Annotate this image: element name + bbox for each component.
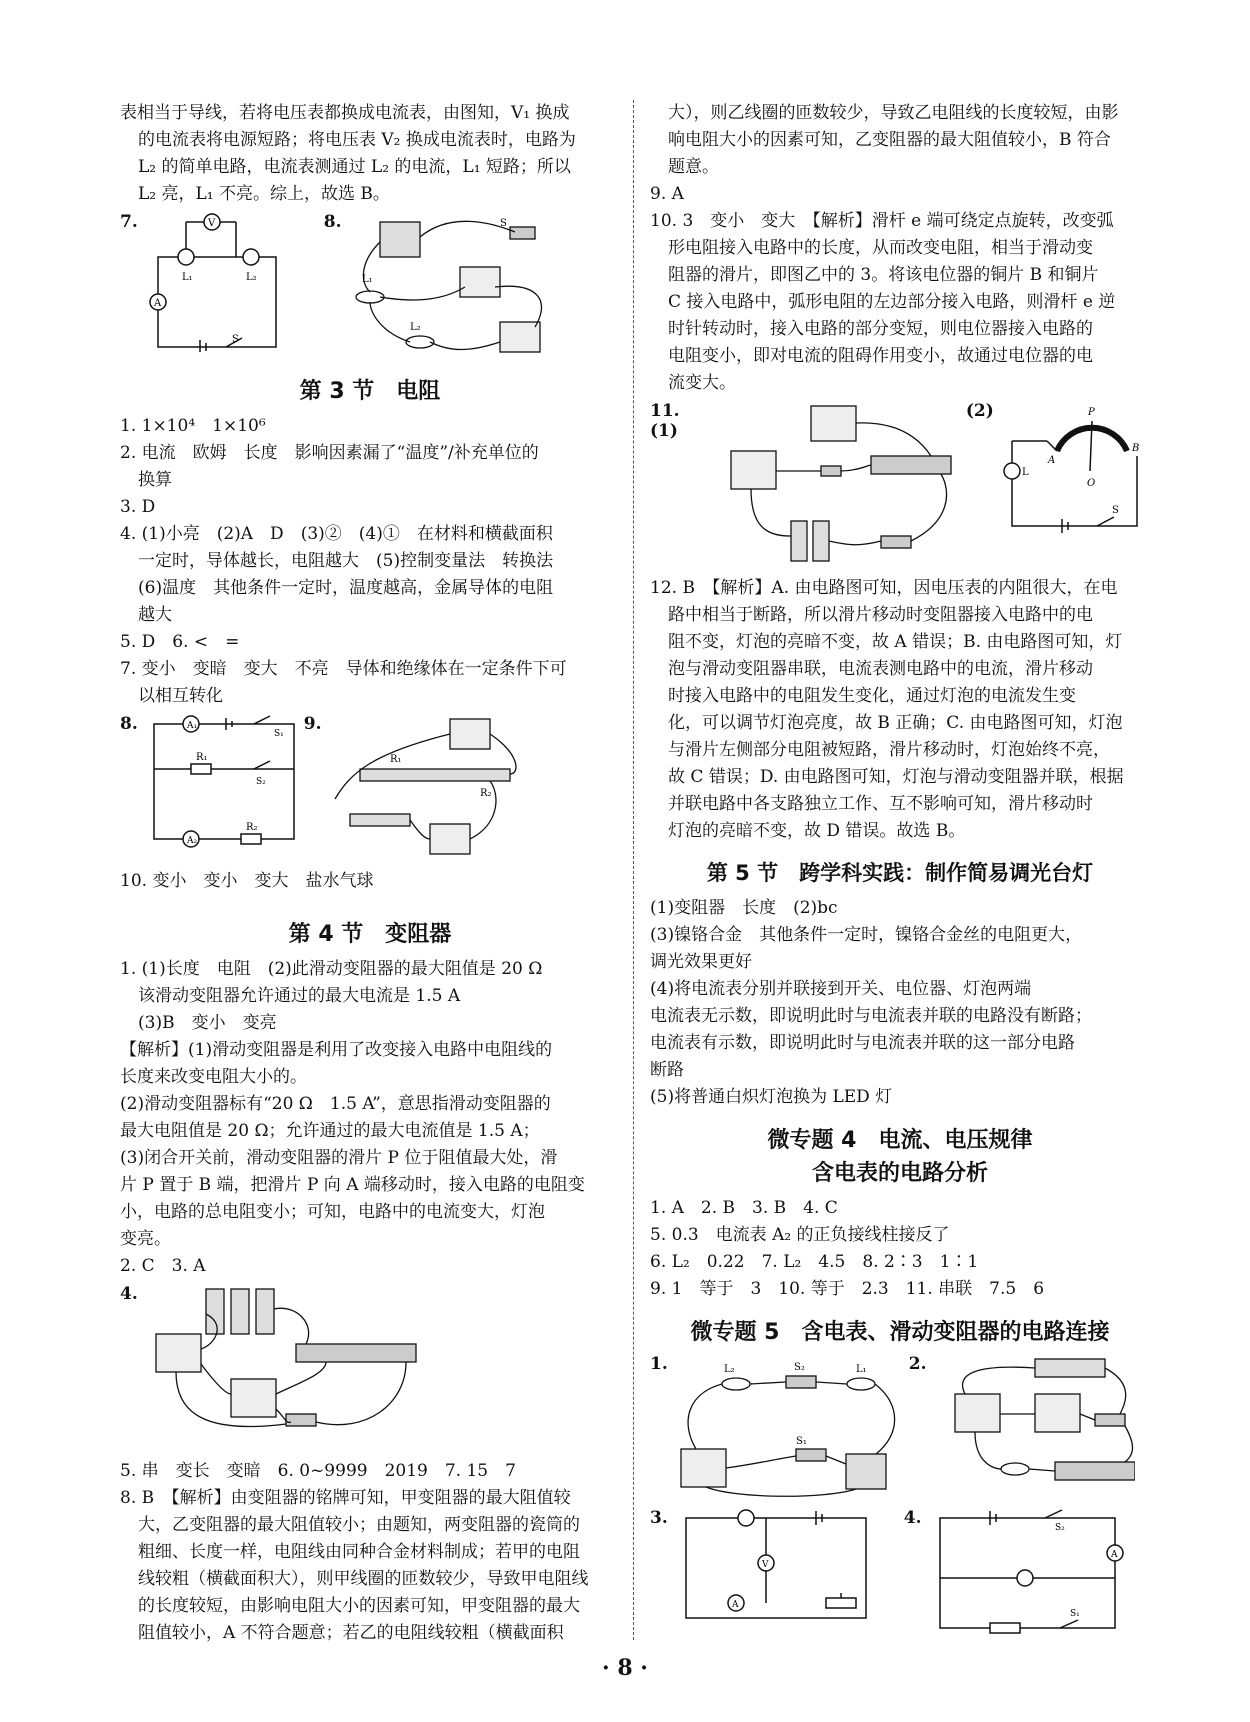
q7-circuit-diagram (146, 212, 286, 352)
text-line: 灯泡的亮暗不变，故 D 错误。故选 B。 (668, 821, 966, 841)
svg-text:A: A (731, 1600, 739, 1610)
text-line: 大），则乙线圈的匝数较少，导致乙电阻线的长度较短，由影 (668, 103, 1119, 123)
text-line: 路中相当于断路，所以滑片移动时变阻器接入电路中的电 (668, 605, 1093, 625)
svg-text:A: A (1110, 1550, 1117, 1560)
q7-label: 7. (120, 212, 138, 232)
text-line: 5. D 6. < = (120, 632, 240, 652)
text-line: 5. 串 变长 变暗 6. 0~9999 2019 7. 15 7 (120, 1461, 516, 1481)
text-line: 电阻变小，即对电流的阻碍作用变小，故通过电位器的电 (668, 346, 1093, 366)
svg-text:S: S (231, 334, 239, 345)
q11-wiring-diagram (721, 401, 958, 566)
text-line: 该滑动变阻器允许通过的最大电流是 1.5 A (138, 986, 461, 1006)
page-number: · 8 · (602, 1655, 648, 1681)
text-line: 换算 (138, 470, 172, 490)
left-intro (120, 100, 620, 208)
text-line: 2. C 3. A (120, 1256, 206, 1276)
text-line: (1)变阻器 长度 (2)bc (650, 898, 838, 918)
text-line: 时接入电路中的电阻发生变化，通过灯泡的电流发生变 (668, 686, 1076, 706)
text-line: (3)镍铬合金 其他条件一定时，镍铬合金丝的电阻更大， (650, 925, 1083, 945)
svg-text:V: V (761, 1560, 769, 1570)
text-line: 的电流表将电源短路；将电压表 V₂ 换成电流表时，电路为 (138, 130, 576, 150)
svg-text:L₂: L₂ (723, 1364, 735, 1375)
svg-text:A₁: A₁ (186, 721, 197, 731)
text-line: C 接入电路中，弧形电阻的左边部分接入电路，则滑杆 e 逆 (668, 292, 1116, 312)
text-line: 12. B 【解析】A. 由电路图可知，因电压表的内阻很大，在电 (650, 578, 1118, 598)
svg-text:S₂: S₂ (1054, 1523, 1065, 1533)
text-line: 1. (1)长度 电阻 (2)此滑动变阻器的最大阻值是 20 Ω (120, 959, 543, 979)
m5-q2-wiring-diagram (935, 1354, 1135, 1499)
text-line: 5. 0.3 电流表 A₂ 的正负接线柱接反了 (650, 1225, 950, 1245)
section-3-title: 第 3 节 电阻 (299, 379, 441, 404)
text-line: 片 P 置于 B 端，把滑片 P 向 A 端移动时，接入电路的电阻变 (120, 1175, 585, 1195)
svg-text:V: V (207, 218, 215, 229)
text-line: (4)将电流表分别并联接到开关、电位器、灯泡两端 (650, 979, 1032, 999)
svg-text:A: A (1047, 455, 1055, 466)
text-line: 调光效果更好 (650, 952, 752, 972)
micro-topic-4-title: 微专题 4 电流、电压规律 (767, 1128, 1033, 1153)
q11-label: 11. (1) (650, 401, 680, 441)
svg-text:A: A (153, 298, 161, 309)
right-column (650, 100, 1150, 1652)
right-intro (650, 100, 1150, 397)
micro-topic-4-answers (650, 1195, 1150, 1303)
section-4-title: 第 4 节 变阻器 (288, 922, 452, 947)
section-5-answers (650, 895, 1150, 1111)
figure-row-m5-q1-q2 (650, 1354, 1150, 1504)
text-line: 一定时，导体越长，电阻越大 (5)控制变量法 转换法 (138, 551, 554, 571)
q9-wiring-diagram (330, 714, 530, 864)
m5-q2-label: 2. (908, 1354, 927, 1374)
q4-label: 4. (120, 1284, 138, 1304)
micro-topic-5-title: 微专题 5 含电表、滑动变阻器的电路连接 (690, 1320, 1110, 1345)
text-line: 长度来改变电阻大小的。 (120, 1067, 307, 1087)
text-line: 线较粗（横截面积大），则甲线圈的匝数较少，导致甲电阻线 (138, 1569, 589, 1589)
svg-text:R₂: R₂ (245, 822, 258, 833)
svg-text:S₁: S₁ (795, 1436, 807, 1447)
m5-q1-label: 1. (650, 1354, 668, 1374)
text-line: 3. D (120, 497, 156, 517)
text-line: (2)滑动变阻器标有“20 Ω 1.5 A”，意思指滑动变阻器的 (120, 1094, 551, 1114)
svg-text:L₁: L₁ (361, 274, 373, 285)
text-line: (6)温度 其他条件一定时，温度越高，金属导体的电阻 (138, 578, 554, 598)
text-line: 阻不变，灯泡的亮暗不变，故 A 错误；B. 由电路图可知，灯 (668, 632, 1123, 652)
text-line: 8. B 【解析】由变阻器的铭牌可知，甲变阻器的最大阻值较 (120, 1488, 571, 1508)
text-line: 与滑片左侧部分电阻被短路，滑片移动时，灯泡始终不亮， (668, 740, 1110, 760)
text-line: 1. 1×10⁴ 1×10⁶ (120, 416, 266, 436)
text-line: (5)将普通白炽灯泡换为 LED 灯 (650, 1087, 893, 1107)
svg-text:S₁: S₁ (273, 729, 284, 739)
svg-text:R₁: R₁ (389, 754, 402, 765)
text-line: 形电阻接入电路中的长度，从而改变电阻，相当于滑动变 (668, 238, 1093, 258)
text-line: L₂ 亮，L₁ 不亮。综上，故选 B。 (138, 184, 390, 204)
text-line: 1. A 2. B 3. B 4. C (650, 1198, 838, 1218)
text-line: 化，可以调节灯泡亮度，故 B 正确；C. 由电路图可知，灯泡 (668, 713, 1123, 733)
section-4-answers (120, 956, 620, 1280)
q12-answer (650, 575, 1150, 845)
figure-row-q4 (120, 1284, 620, 1454)
svg-text:L: L (1021, 467, 1029, 478)
q11b-label: (2) (965, 401, 994, 421)
q10-answer: 10. 变小 变小 变大 盐水气球 (120, 871, 374, 891)
text-line: 时针转动时，接入电路的部分变短，则电位器接入电路的 (668, 319, 1093, 339)
text-line: 断路 (650, 1060, 684, 1080)
svg-text:R₂: R₂ (479, 788, 492, 799)
text-line: 【解析】(1)滑动变阻器是利用了改变接入电路中电阻线的 (120, 1040, 553, 1060)
text-line: 响电阻大小的因素可知，乙变阻器的最大阻值较小，B 符合 (668, 130, 1111, 150)
text-line: 的长度较短，由影响电阻大小的因素可知，甲变阻器的最大 (138, 1596, 580, 1616)
svg-text:S₂: S₂ (255, 777, 266, 787)
text-line: (3)B 变小 变亮 (138, 1013, 277, 1033)
section-3-answers (120, 413, 620, 710)
svg-text:O: O (1086, 478, 1095, 489)
figure-row-m5-q3-q4 (650, 1508, 1150, 1648)
svg-text:L₁: L₁ (181, 272, 193, 283)
q8b-label: 8. (120, 714, 138, 734)
m5-q1-wiring-diagram (676, 1354, 901, 1499)
micro-topic-4-subtitle: 含电表的电路分析 (811, 1161, 988, 1186)
section-4b-answers (120, 1458, 620, 1647)
text-line: 阻值较小，A 不符合题意；若乙的电阻线较粗（横截面积 (138, 1623, 564, 1643)
figure-row-q11 (650, 401, 1150, 571)
svg-text:A₂: A₂ (186, 836, 197, 846)
svg-text:L₂: L₂ (245, 272, 257, 283)
svg-text:L₁: L₁ (855, 1364, 867, 1375)
svg-text:S: S (499, 218, 507, 229)
m5-q3-circuit-diagram (676, 1508, 896, 1638)
q8-label: 8. (323, 212, 342, 232)
m5-q3-label: 3. (650, 1508, 668, 1528)
text-line: 阻器的滑片，即图乙中的 3。将该电位器的铜片 B 和铜片 (668, 265, 1099, 285)
q8-wiring-diagram (350, 212, 570, 362)
text-line: 以相互转化 (138, 686, 223, 706)
text-line: 泡与滑动变阻器串联，电流表测电路中的电流，滑片移动 (668, 659, 1093, 679)
text-line: 故 C 错误；D. 由电路图可知，灯泡与滑动变阻器并联，根据 (668, 767, 1124, 787)
svg-text:S₁: S₁ (1069, 1609, 1080, 1619)
q11b-circuit-diagram (1002, 401, 1150, 541)
svg-text:P: P (1087, 407, 1095, 418)
text-line: 4. (1)小亮 (2)A D (3)② (4)① 在材料和横截面积 (120, 524, 553, 544)
m5-q4-label: 4. (903, 1508, 922, 1528)
text-line: 表相当于导线，若将电压表都换成电流表，由图知，V₁ 换成 (120, 103, 570, 123)
figure-row-q8-q9 (120, 714, 620, 864)
svg-text:S: S (1111, 505, 1119, 516)
svg-text:S₂: S₂ (793, 1362, 805, 1373)
left-column (120, 100, 620, 1647)
text-line: 越大 (138, 605, 172, 625)
text-line: (3)闭合开关前，滑动变阻器的滑片 P 位于阻值最大处，滑 (120, 1148, 558, 1168)
text-line: 6. L₂ 0.22 7. L₂ 4.5 8. 2∶3 1∶1 (650, 1252, 979, 1272)
text-line: L₂ 的简单电路，电流表测通过 L₂ 的电流，L₁ 短路；所以 (138, 157, 571, 177)
svg-text:L₂: L₂ (409, 322, 421, 333)
svg-text:R₁: R₁ (195, 752, 208, 763)
text-line: 流变大。 (668, 373, 736, 393)
text-line: 并联电路中各支路独立工作、互不影响可知，滑片移动时 (668, 794, 1093, 814)
text-line: 小，电路的总电阻变小；可知，电路中的电流变大，灯泡 (120, 1202, 545, 1222)
column-divider (633, 100, 634, 1640)
text-line: 大，乙变阻器的最大阻值较小；由题知，两变阻器的瓷筒的 (138, 1515, 580, 1535)
q8b-circuit-diagram (146, 714, 296, 854)
q4-wiring-diagram (146, 1284, 446, 1449)
text-line: 9. 1 等于 3 10. 等于 2.3 11. 串联 7.5 6 (650, 1279, 1045, 1299)
text-line: 题意。 (668, 157, 719, 177)
section-5-title: 第 5 节 跨学科实践：制作简易调光台灯 (706, 861, 1094, 885)
text-line: 变亮。 (120, 1229, 171, 1249)
text-line: 最大电阻值是 20 Ω；允许通过的最大电流值是 1.5 A； (120, 1121, 540, 1141)
text-line: 9. A (650, 184, 684, 204)
figure-row-q7-q8 (120, 212, 620, 362)
text-line: 7. 变小 变暗 变大 不亮 导体和绝缘体在一定条件下可 (120, 659, 567, 679)
svg-text:B: B (1131, 443, 1140, 454)
text-line: 电流表有示数，即说明此时与电流表并联的这一部分电路 (650, 1033, 1075, 1053)
m5-q4-circuit-diagram (930, 1508, 1130, 1638)
text-line: 2. 电流 欧姆 长度 影响因素漏了“温度”/补充单位的 (120, 443, 539, 463)
q9-label: 9. (303, 714, 322, 734)
text-line: 粗细、长度一样，电阻线由同种合金材料制成；若甲的电阻 (138, 1542, 580, 1562)
text-line: 电流表无示数，即说明此时与电流表并联的电路没有断路； (650, 1006, 1092, 1026)
text-line: 10. 3 变小 变大 【解析】滑杆 e 端可绕定点旋转，改变弧 (650, 211, 1114, 231)
